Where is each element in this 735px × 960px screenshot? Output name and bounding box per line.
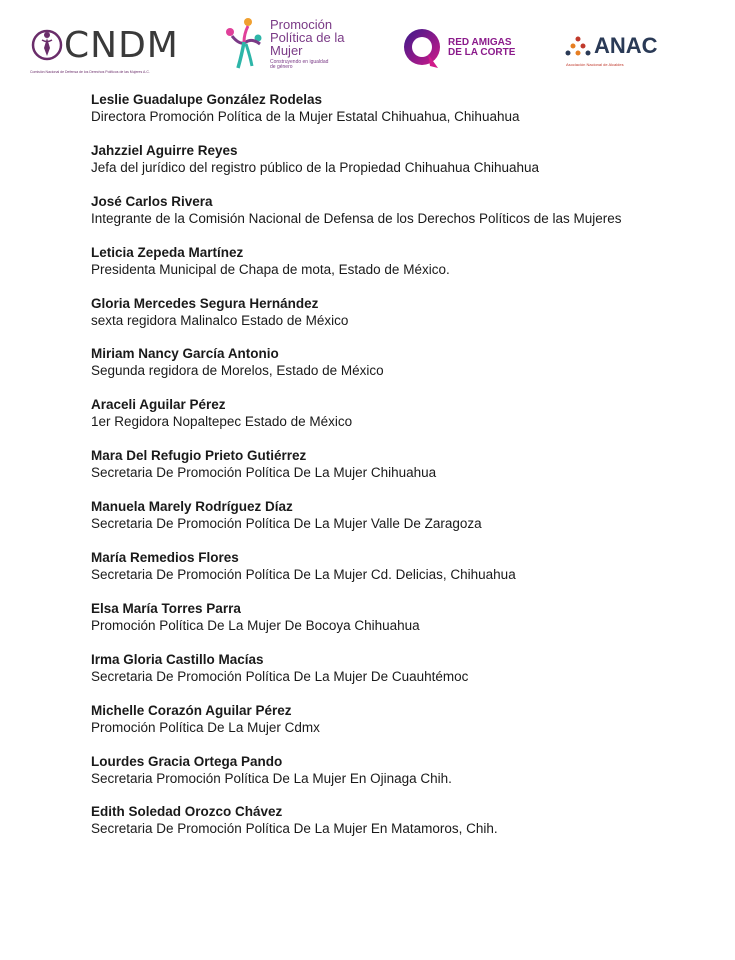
list-item — [91, 651, 691, 685]
list-item — [91, 549, 691, 583]
cndm-emblem-icon — [30, 26, 64, 66]
logo-header — [0, 0, 735, 80]
participant-name: Miriam Nancy García Antonio — [91, 346, 279, 362]
participant-role: Secretaria De Promoción Política De La Mujer Chihuahua — [91, 465, 437, 481]
list-item — [91, 447, 691, 481]
list-item — [91, 753, 691, 787]
participant-name: Elsa María Torres Parra — [91, 600, 241, 616]
participant-role: Directora Promoción Política de la Mujer Estatal Chihuahua, Chihuahua — [91, 109, 520, 124]
participant-name: Leslie Guadalupe González Rodelas — [91, 92, 323, 107]
cndm-wordmark: CNDM — [64, 25, 179, 66]
list-item — [91, 396, 691, 430]
participant-role: Secretaria De Promoción Política De La Mujer Valle De Zaragoza — [91, 516, 482, 532]
red-amigas-emblem-icon — [400, 26, 444, 72]
list-item — [91, 91, 691, 125]
list-item — [91, 498, 691, 532]
participant-name: Lourdes Gracia Ortega Pando — [91, 753, 283, 769]
anac-wordmark: ANAC — [594, 33, 658, 58]
pyramid-dots-icon — [564, 36, 592, 60]
participant-name: Edith Soledad Orozco Chávez — [91, 804, 283, 820]
participant-role: Promoción Política De La Mujer Cdmx — [91, 719, 320, 735]
participant-name: Leticia Zepeda Martínez — [91, 244, 244, 260]
promocion-politica-logo — [222, 14, 362, 76]
participant-name: Manuela Marely Rodríguez Díaz — [91, 499, 293, 515]
participant-name: Araceli Aguilar Pérez — [91, 397, 226, 413]
participant-name: Jahzziel Aguirre Reyes — [91, 142, 238, 158]
participant-role: Presidenta Municipal de Chapa de mota, Estado de México. — [91, 261, 450, 277]
list-item — [91, 803, 691, 837]
participant-name: Mara Del Refugio Prieto Gutiérrez — [91, 448, 307, 464]
participant-role: Promoción Política De La Mujer De Bocoya Chihuahua — [91, 617, 420, 633]
participant-role: Secretaria Promoción Política De La Mujer En Ojinaga Chih. — [91, 770, 452, 786]
list-item — [91, 193, 691, 227]
list-item — [91, 600, 691, 634]
participant-role: 1er Regidora Nopaltepec Estado de México — [91, 414, 353, 430]
participant-role: Secretaria De Promoción Política De La Mujer De Cuauhtémoc — [91, 668, 469, 684]
participant-role: Secretaria De Promoción Política De La Mujer En Matamoros, Chih. — [91, 821, 498, 837]
cndm-subtitle: Comisión Nacional de Defensa de los Derechos Políticos de las Mujeres A.C. — [30, 70, 150, 74]
promocion-politica-subtitle: Construyendo en igualdad de género — [270, 59, 329, 70]
participant-role: Jefa del jurídico del registro público de la Propiedad Chihuahua Chihuahua — [91, 159, 540, 175]
list-item — [91, 702, 691, 736]
participant-name: Gloria Mercedes Segura Hernández — [91, 295, 319, 311]
dancing-figure-icon — [222, 14, 268, 74]
anac-logo — [564, 34, 674, 72]
participant-role: sexta regidora Malinalco Estado de México — [91, 312, 349, 328]
red-amigas-logo — [400, 26, 530, 74]
participant-name: María Remedios Flores — [91, 550, 239, 566]
list-item — [91, 142, 691, 176]
participant-role: Integrante de la Comisión Nacional de Defensa de los Derechos Políticos de las Mujeres — [91, 210, 622, 226]
participant-name: José Carlos Rivera — [91, 193, 213, 209]
list-item — [91, 295, 691, 329]
participant-role: Segunda regidora de Morelos, Estado de México — [91, 363, 384, 379]
promocion-politica-wordmark: Promoción Política de la Mujer — [270, 17, 345, 58]
list-item — [91, 345, 691, 379]
participant-name: Irma Gloria Castillo Macías — [91, 651, 264, 667]
participant-list — [91, 91, 691, 854]
participant-role: Secretaria De Promoción Política De La Mujer Cd. Delicias, Chihuahua — [91, 567, 516, 583]
cndm-logo — [30, 25, 179, 76]
participant-name: Michelle Corazón Aguilar Pérez — [91, 702, 292, 718]
anac-subtitle: Asociación Nacional de Alcaldes — [566, 62, 624, 67]
list-item — [91, 244, 691, 278]
red-amigas-wordmark: RED AMIGAS DE LA CORTE — [448, 37, 516, 58]
